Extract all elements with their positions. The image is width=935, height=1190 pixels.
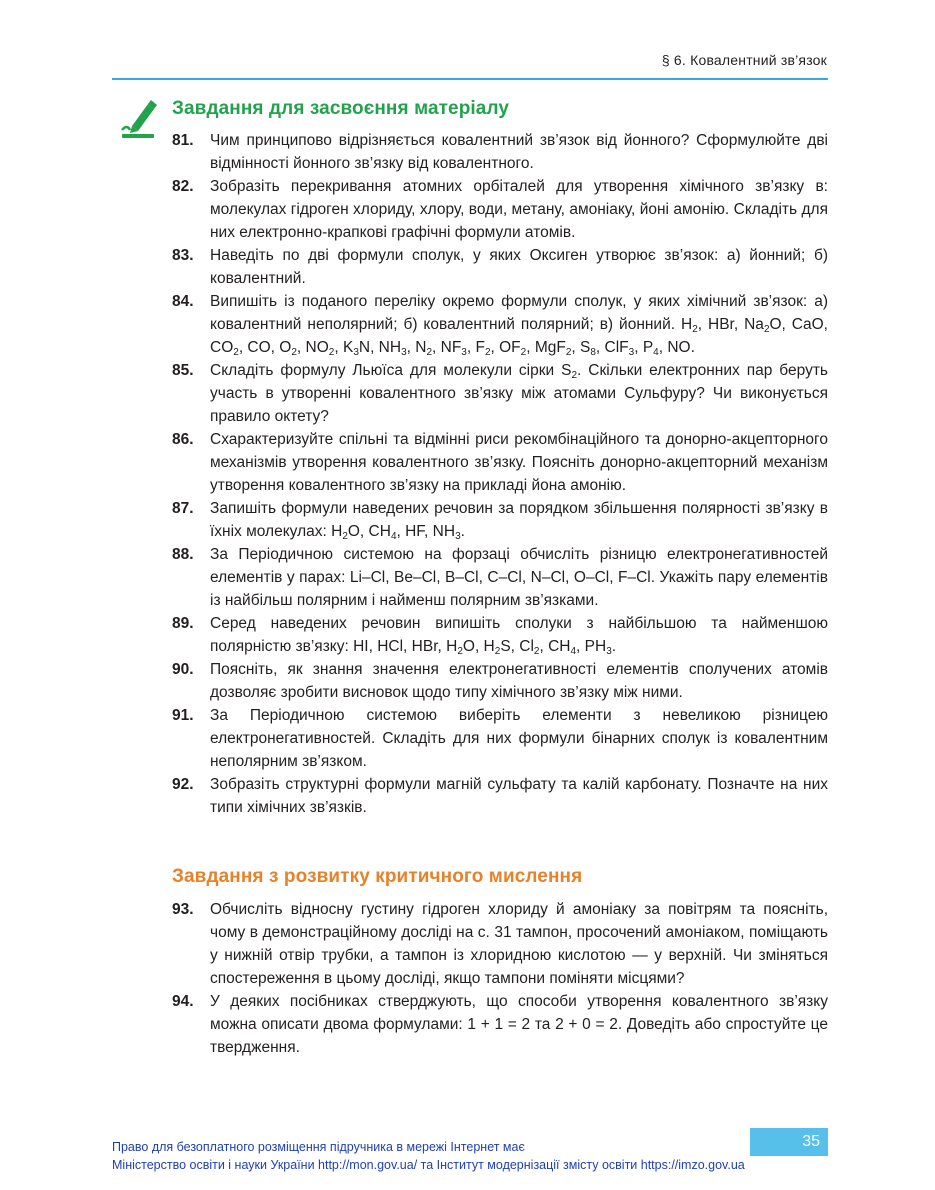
task-number: 87. (172, 500, 194, 517)
task-text: Чим принципово відрізняється ковалентний зв’язок від йонного? Сформулюйте дві відмінності йонного зв’язку від ковалентного. (210, 132, 828, 172)
task-number: 81. (172, 132, 194, 149)
task-number: 94. (172, 993, 194, 1010)
task-number: 92. (172, 776, 194, 793)
task-text: Зобразіть перекривання атомних орбіталей для утворення хімічного зв’язку в: молекулах гідроген хлориду, хлору, води, метану, амоніаку, йоні амонію. Складіть для них електронно-крапкові графічні формули атомів. (210, 178, 828, 241)
task-item (172, 497, 828, 543)
task-text: Обчисліть відносну густину гідроген хлориду й амоніаку за повітрям та поясніть, чому в демонстраційному досліді на с. 31 тампон, просочений амоніаком, поміщають у нижній отвір трубки, а тампон із хлоридною кислотою — у верхній. Чи зміняться спостереження в цьому досліді, якщо тампони поміняти місцями? (210, 901, 828, 987)
task-text: За Періодичною системою виберіть елементи з невеликою різницею електронегативностей. Складіть для них формули бінарних сполук із ковалентним неполярним зв’язком. (210, 707, 828, 770)
section-title-critical: Завдання з розвитку критичного мислення (172, 866, 583, 887)
task-number: 86. (172, 431, 194, 448)
task-text: Випишіть із поданого переліку окремо формули сполук, у яких хімічний зв’язок: а) ковалентний неполярний; б) ковалентний полярний; в) йонний. $H_2$, HBr, $Na_2O$, CaO, $CO_2$, CO, $O_2$, $NO_2$, $K_3N$, $NH_3$, $N_2$, $NF_3$, $F_2$, $OF_2$, MgF$_2$, $S_8$, ClF$_3$, $P_4$, NO. (210, 293, 828, 358)
task-item (172, 612, 828, 658)
task-text: Складіть формулу Льюїса для молекули сірки $S_2$. Скільки електронних пар беруть участь в утворенні ковалентного зв’язку між атомами Сульфуру? Чи виконується правило октету? (210, 362, 828, 425)
task-text: Серед наведених речовин випишіть сполуки з найбільшою та найменшою полярністю зв’язку: HI, HCl, HBr, $H_2O$, $H_2S$, $Cl_2$, $CH_4$, $PH_3$. (210, 615, 828, 657)
task-number: 88. (172, 546, 194, 563)
task-number: 82. (172, 178, 194, 195)
page-number: 35 (750, 1128, 828, 1156)
task-number: 83. (172, 247, 194, 264)
task-number: 84. (172, 293, 194, 310)
task-text: Схарактеризуйте спільні та відмінні риси рекомбінаційного та донорно-акцепторного механізмів утворення ковалентного зв’язку. Поясніть донорно-акцепторний механізм утворення ковалентного зв’язку на прикладі йона амонію. (210, 431, 828, 494)
task-item (172, 359, 828, 428)
task-number: 85. (172, 362, 194, 379)
task-item (172, 898, 828, 990)
section-title-main: Завдання для засвоєння матеріалу (172, 98, 510, 119)
header-rule (112, 78, 828, 80)
task-text: За Періодичною системою на форзаці обчисліть різницю електронегативностей елементів у парах: Li–Cl, Be–Cl, B–Cl, C–Cl, N–Cl, O–Cl, F–Cl. Укажіть пару елементів із найбільш полярним і найменш полярним зв’язками. (210, 546, 828, 609)
task-item (172, 543, 828, 612)
task-item (172, 244, 828, 290)
task-text: Зобразіть структурні формули магній сульфату та калій карбонату. Позначте на них типи хімічних зв’язків. (210, 776, 828, 816)
task-number: 91. (172, 707, 194, 724)
task-number: 90. (172, 661, 194, 678)
task-list-main (172, 129, 828, 819)
footer-line-2: Міністерство освіти і науки України http://mon.gov.ua/ та Інститут модернізації змісту освіти https://imzo.gov.ua (112, 1158, 745, 1172)
task-text: Наведіть по дві формули сполук, у яких Оксиген утворює зв’язок: а) йонний; б) ковалентний. (210, 247, 828, 287)
footer-line-1: Право для безоплатного розміщення підручника в мережі Інтернет має (112, 1140, 525, 1154)
task-item (172, 658, 828, 704)
task-item (172, 129, 828, 175)
task-item (172, 773, 828, 819)
task-text: У деяких посібниках стверджують, що способи утворення ковалентного зв’язку можна описати двома формулами: 1 + 1 = 2 та 2 + 0 = 2. Доведіть або спростуйте це твердження. (210, 993, 828, 1056)
task-number: 93. (172, 901, 194, 918)
task-item (172, 704, 828, 773)
task-item (172, 175, 828, 244)
task-text: Поясніть, як знання значення електронегативності елементів сполучених атомів дозволяє зробити висновок щодо типу хімічного зв’язку між ними. (210, 661, 828, 701)
pencil-writing-icon (118, 100, 158, 140)
task-number: 89. (172, 615, 194, 632)
task-item (172, 990, 828, 1059)
task-item (172, 428, 828, 497)
task-text: Запишіть формули наведених речовин за порядком збільшення полярності зв’язку в їхніх молекулах: $H_2O$, $CH_4$, HF, $NH_3$. (210, 500, 828, 542)
task-item (172, 290, 828, 359)
running-header: § 6. Ковалентний зв’язок (661, 52, 827, 68)
task-list-critical (172, 898, 828, 1059)
